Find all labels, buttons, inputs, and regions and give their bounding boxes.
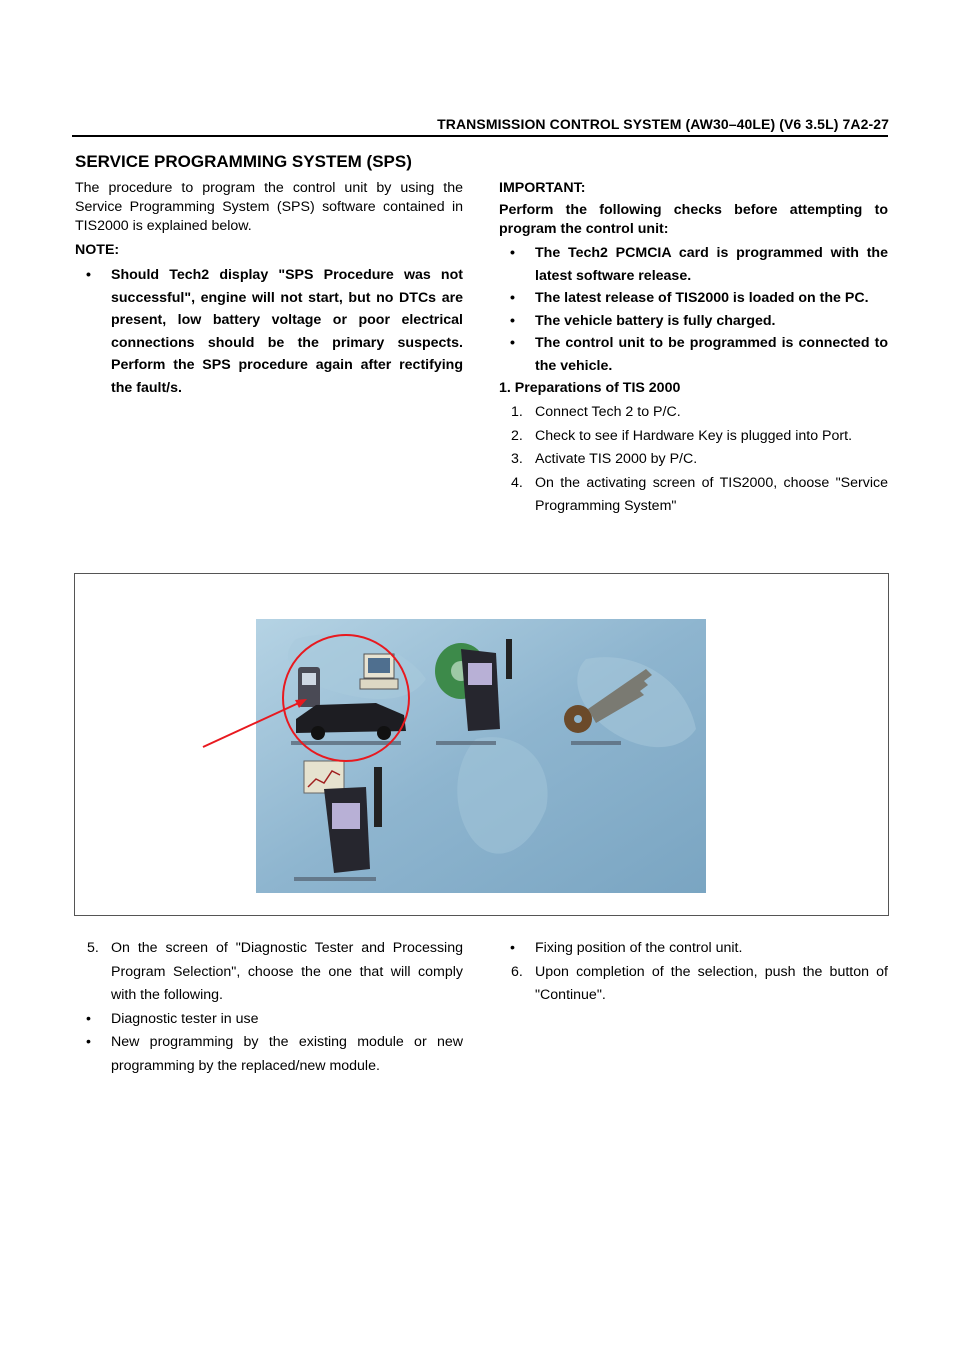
intro-paragraph: The procedure to program the control unit by using the Service Programming System (SPS) software contained in TIS2000 is explained below. [75,180,463,234]
bottom-right-column [499,937,888,1008]
note-list [75,264,463,399]
arrow-line [203,701,303,747]
arrow-head [295,699,307,708]
important-item: • The latest release of TIS2000 is loaded on the PC. [499,287,888,310]
bottom-left-column [75,937,463,1078]
important-item: • The control unit to be programmed is connected to the vehicle. [499,332,888,377]
important-label: IMPORTANT: [499,180,586,196]
step5-bullets [75,1008,463,1079]
step5-list [75,937,463,1008]
fixing-bullet: • Fixing position of the control unit. [499,937,888,961]
note-label: NOTE: [75,242,120,258]
section-title: SERVICE PROGRAMMING SYSTEM (SPS) [75,152,412,171]
important-item: • The vehicle battery is fully charged. [499,310,888,333]
step5: 5. On the screen of "Diagnostic Tester and Processing Program Selection", choose the one that will comply with the following. [87,940,463,1003]
left-column [75,149,463,399]
running-header: TRANSMISSION CONTROL SYSTEM (AW30–40LE) (V6 3.5L) 7A2-27 [437,116,889,132]
right-column [499,178,888,519]
tis2000-launch-screen [256,619,706,893]
important-item: • The Tech2 PCMCIA card is programmed with the latest software release. [499,242,888,287]
step6-list [499,961,888,1008]
important-lead: Perform the following checks before attempting to program the control unit: [499,202,888,237]
preparations-heading: 1. Preparations of TIS 2000 [499,380,681,396]
preparation-step: 4. On the activating screen of TIS2000, choose "Service Programming System" [511,474,888,514]
header-rule [72,135,888,137]
pointer-arrow [195,685,315,755]
step5-bullet: • Diagnostic tester in use [75,1008,463,1032]
preparation-step: 1. Connect Tech 2 to P/C. [511,404,681,420]
preparation-step: 3. Activate TIS 2000 by P/C. [511,451,698,467]
fixing-bullets [499,937,888,961]
note-item: • Should Tech2 display "SPS Procedure was not successful", engine will not start, but no DTCs are present, low battery voltage or poor electrical connections should be the primary suspects. Perform the SPS procedure again after rectifying the fault/s. [75,264,463,399]
step6: 6. Upon completion of the selection, push the button of "Continue". [511,963,888,1003]
step5-bullet: • New programming by the existing module or new programming by the replaced/new module. [75,1031,463,1078]
preparation-step: 2. Check to see if Hardware Key is plugged into Port. [511,427,853,444]
preparation-steps [499,401,888,519]
important-list [499,242,888,377]
